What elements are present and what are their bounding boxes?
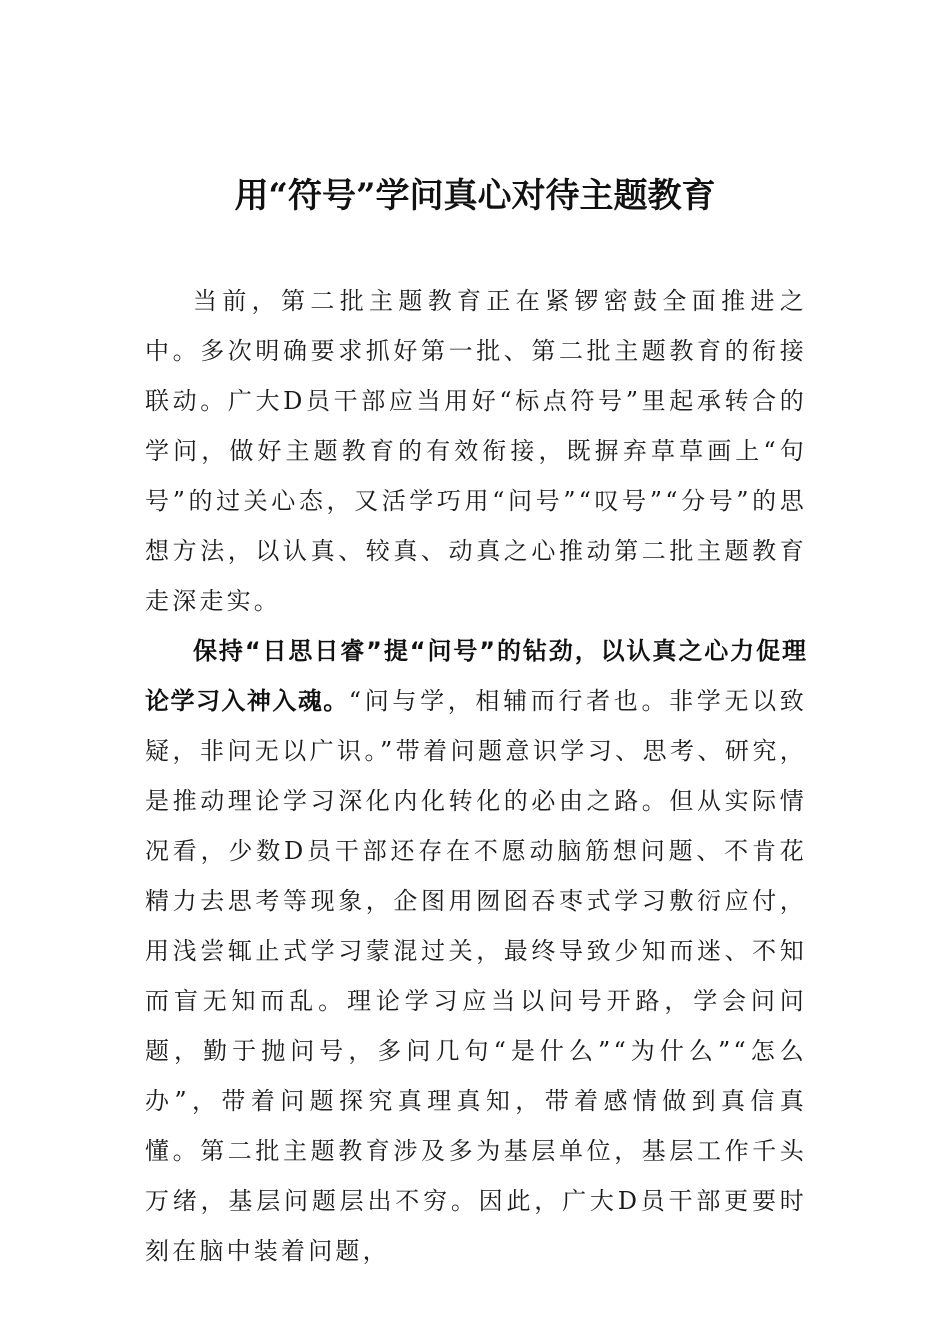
paragraph-2-body: “问与学，相辅而行者也。非学无以致疑，非问无以广识。”带着问题意识学习、思考、研究，是推动理论学习深化内化转化的必由之路。但从实际情况看，少数D员干部还存在不愿动脑筋想问题、不肯花精力去思考等现象，企图用囫囵吞枣式学习敷衍应付，用浅尝辄止式学习蒙混过关，最终导致少知而迷、不知而盲无知而乱。理论学习应当以问号开路，学会问问题，勤于抛问号，多问几句“是什么”“为什么”“怎么办”，带着问题探究真理真知，带着感情做到真信真懂。第二批主题教育涉及多为基层单位，基层工作千头万绪，基层问题层出不穷。因此，广大D员干部更要时刻在脑中装着问题， bbox=[145, 687, 808, 1265]
paragraph-1: 当前，第二批主题教育正在紧锣密鼓全面推进之中。多次明确要求抓好第一批、第二批主题教育的衔接联动。广大D员干部应当用好“标点符号”里起承转合的学问，做好主题教育的有效衔接，既摒弃草草画上“句号”的过关心态，又活学巧用“问号”“叹号”“分号”的思想方法，以认真、较真、动真之心推动第二批主题教育走深走实。 bbox=[145, 287, 807, 615]
paragraph-2-lead: 保持“日思日睿”提“问号”的钻劲，以认真之心力促理论学习入神入魂。 bbox=[145, 637, 807, 715]
document-title: 用“符号”学问真心对待主题教育 bbox=[234, 176, 716, 216]
document-body bbox=[145, 276, 807, 1276]
paragraph-2 bbox=[145, 626, 807, 1276]
